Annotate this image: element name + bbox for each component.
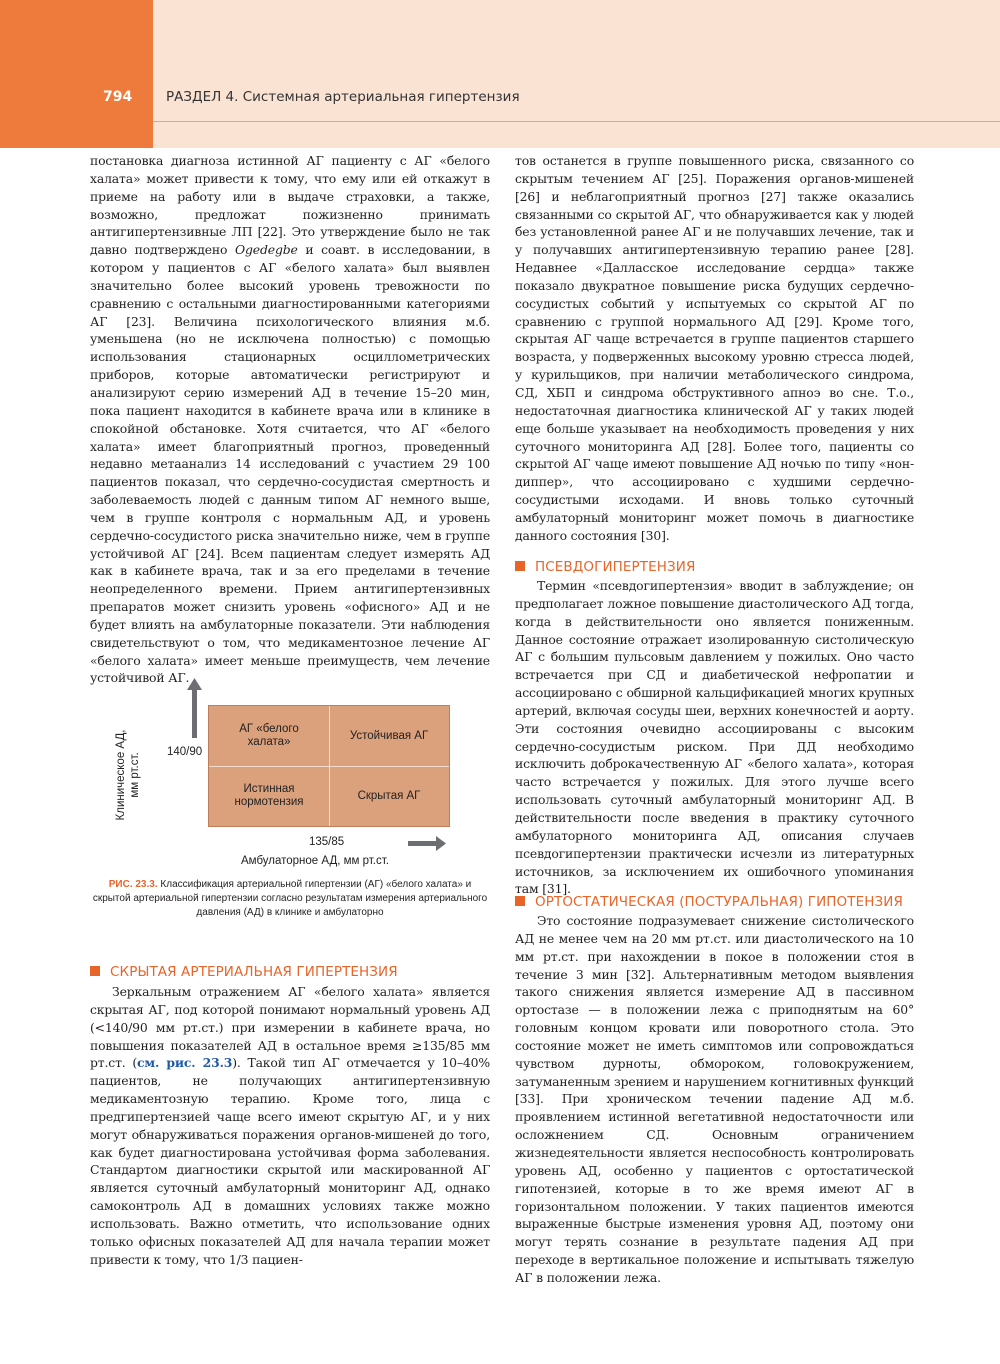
cell-white-coat: [209, 706, 329, 766]
left-paragraph-2-start: Зеркальным отражением АГ «белого халата» является скрытая АГ, под которой понимают нормальный уровень АД (<140/90 мм рт.ст.) при измерении в кабинете врача, но повышения показателей АД в остальное время ≥135/85 мм рт.ст. (: [90, 984, 490, 1071]
figure-23-3: [90, 670, 490, 940]
page-number: 794: [103, 89, 133, 105]
figure-caption-text: Классификация артериальной гипертензии (АГ) «белого халата» и скрытой артериальной гипертензии согласно результатам измерения артериального давления (АД) в клинике и амбулаторно: [92, 879, 488, 918]
header-rule: [153, 121, 1000, 122]
section-heading-masked-text: СКРЫТАЯ АРТЕРИАЛЬНАЯ ГИПЕРТЕНЗИЯ: [110, 964, 398, 980]
left-paragraph-1-text: постановка диагноза истинной АГ пациенту с АГ «белого халата» может привести к тому, что ему или ей откажут в приеме на работу или в выдаче страховки, а также, возможно, предложат пожизненно принимать антигипертензивные ЛП [22]. Это утверждение было не так давно подтверждено: [90, 153, 490, 258]
section-heading-masked-hypertension: [90, 964, 398, 980]
right-paragraph-1: тов останется в группе повышенного риска, связанного со скрытым течением АГ [25]. Поражения органов-мишеней [26] и неблагоприятный прогноз [27] также оказались связанными со скрытой АГ, что обнаруживается как у людей без установленной ранее АГ и не получавших лечение, так и у получавших антигипертензивную терапию ранее [28]. Недавнее «Далласское исследование сердца» также показало двукратное повышение риска будущих сердечно-сосудистых событий у испытуемых со скрытой АГ по сравнению с группой нормального АД [29]. Кроме того, скрытая АГ чаще встречается в группе пациентов старшего возраста, у подверженных высокому уровню стресса людей, у курильщиков, при наличии метаболического синдрома, СД, ХБП и синдрома обструктивного апноэ во сне. Т.о., недостаточная диагностика клинической АГ у таких людей еще больше указывает на необходимость проведения у них суточного мониторинга АД [28]. Более того, пациенты со скрытой АГ чаще имеют повышение АД ночью по типу «нон-диппер», что ассоциировано с худшими сердечно-сосудистыми исходами. И вновь только суточный амбулаторный мониторинг может помочь в диагностике данного состояния [30].: [515, 153, 914, 543]
classification-grid: [208, 705, 450, 827]
y-axis-label-line-2: мм рт.ст.: [129, 752, 141, 798]
figure-reference-link[interactable]: см. рис. 23.3: [137, 1055, 233, 1071]
right-column-middle: [515, 577, 914, 898]
left-paragraph-2: [90, 983, 490, 1269]
right-paragraph-2: Термин «псевдогипертензия» вводит в заблуждение; он предполагает ложное повышение диастолического АД тогда, когда в действительности оно является пониженным. Данное состояние отражает изолированную систолическую АГ с большим пульсовым давлением у пожилых. Оно часто встречается при СД и диабетической нефропатии и ассоциировано с обширной кальцификацией многих крупных артерий, включая сосуды шеи, верхних конечностей и аорту. Эти состояния очевидно ассоциированы с высоким сердечно-сосудистым риском. При ДД необходимо исключить доброкачественную АГ «белого халата», которая часто встречается у пожилых. Для этого лучше всего использовать суточный амбулаторный мониторинг АД. В действительности после введения в практику суточного амбулаторного мониторинга АД, описания случаев псевдогипертензии практически исчезли из литературных источников, за исключением их ошибочного упоминания там [31].: [515, 578, 914, 897]
y-axis-arrow-shaft: [192, 690, 197, 738]
cell-normotension-text: Истинная нормотензия: [234, 783, 304, 808]
figure-caption: [90, 878, 490, 920]
section-heading-orthostatic-text: ОРТОСТАТИЧЕСКАЯ (ПОСТУРАЛЬНАЯ) ГИПОТЕНЗИЯ: [535, 894, 903, 910]
x-axis-arrow-head: [436, 836, 446, 851]
left-paragraph-1-rest: и соавт. в исследовании, в котором у пациентов с АГ «белого халата» был выявлен значительно более высокий уровень тревожности по сравнению с остальными диагностированными категориями АГ [23]. Величина психологического влияния м.б. уменьшена (но не исключена полностью) с помощью использования стационарных осциллометрических приборов, которые автоматически регистрируют и анализируют серию измерений АД в течение 15–20 мин, пока пациент находится в кабинете врача или в клинике в спокойной обстановке. Хотя считается, что АГ «белого халата» имеет благоприятный прогноз, проведенный недавно метаанализ 14 исследований с участием 29 100 пациентов показал, что сердечно-сосудистая смертность и заболеваемость людей с данным типом АГ немного выше, чем в группе контроля с нормальным АД, и уровень сердечно-сосудистого риска значительно ниже, чем в группе устойчивой АГ [24]. Всем пациентам следует измерять АД как в кабинете врача, так и за его пределами в течение неопределенного времени. Прием антигипертензивных препаратов может снизить уровень «офисного» АД и не будет влиять на амбулаторные показатели. Эти наблюдения свидетельствуют о том, что медикаментозное лечение АГ «белого халата» имеет меньше преимуществ, чем лечение устойчивой АГ.: [90, 242, 490, 686]
left-paragraph-1: [90, 152, 490, 687]
section-heading-orthostatic: [515, 894, 903, 910]
cell-normotension: [209, 766, 329, 826]
running-head: РАЗДЕЛ 4. Системная артериальная гипертензия: [166, 89, 520, 105]
right-paragraph-3: Это состояние подразумевает снижение систолического АД не менее чем на 20 мм рт.ст. или диастолического на 10 мм рт.ст. при нахождении в покое в положении стоя в течение 3 мин [32]. Альтернативным методом выявления такого снижения является измерение АД в пассивном ортостазе — в положении лежа с приподнятым на 60° головным концом кровати или поворотного стола. Это состояние может не иметь симптомов или сопровождаться чувством дурноты, обмороком, головокружением, затуманенным зрением и нарушением когнитивных функций [33]. При хроническом течении падение АД м.б. проявлением истинной вегетативной недостаточности или осложнением СД. Основным ограничением жизнедеятельности является неспособность контролировать уровень АД, особенно у пациентов с ортостатической гипотензией, которые в то же время имеют АГ в горизонтальном положении. У таких пациентов имеются выраженные быстрые изменения уровня АД, поэтому они могут терять сознание в результате падения АД при переходе в вертикальное положение и испытывать тяжелую АГ в положении лежа.: [515, 913, 914, 1285]
cell-sustained-text: Устойчивая АГ: [349, 729, 429, 742]
section-bullet-icon: [515, 561, 525, 571]
left-column-bottom: [90, 983, 490, 1269]
x-axis-arrow-shaft: [408, 841, 436, 846]
x-threshold-label: 135/85: [309, 836, 345, 848]
cell-masked: [329, 766, 449, 826]
cell-white-coat-text: АГ «белого халата»: [239, 723, 299, 748]
y-threshold-label: 140/90: [167, 746, 203, 758]
cell-masked-text: Скрытая АГ: [357, 789, 421, 802]
x-axis-label: Амбулаторное АД, мм рт.ст.: [241, 855, 389, 867]
cell-sustained: [329, 706, 449, 766]
page-number-tab: [0, 0, 153, 148]
figure-caption-label: РИС. 23.3.: [108, 879, 158, 890]
author-name: Ogedegbe: [235, 242, 298, 258]
section-heading-pseudo-text: ПСЕВДОГИПЕРТЕНЗИЯ: [535, 559, 696, 575]
right-column-top: [515, 152, 914, 545]
left-column-top: [90, 152, 490, 687]
right-column-bottom: [515, 912, 914, 1287]
y-axis-arrow-head: [187, 678, 202, 690]
left-paragraph-2-end: ). Такой тип АГ отмечается у 10–40% пациентов, не получающих антигипертензивную медикаментозную терапию. Кроме того, лица с предгипертензией чаще всего имеют скрытую АГ, и у них могут обнаруживаться поражения органов-мишеней до того, как будет диагностирована устойчивая форма заболевания. Стандартом диагностики скрытой или маскированной АГ является суточный амбулаторный мониторинг АД, однако самоконтроль АД в домашних условиях также можно использовать. Важно отметить, что использование одних только офисных показателей АД для начала терапии может привести к тому, что 1/3 пациен-: [90, 1055, 490, 1267]
y-axis-label-line-1: Клиническое АД,: [115, 729, 127, 821]
section-bullet-icon: [90, 966, 100, 976]
section-heading-pseudohypertension: [515, 559, 695, 575]
section-bullet-icon: [515, 896, 525, 906]
